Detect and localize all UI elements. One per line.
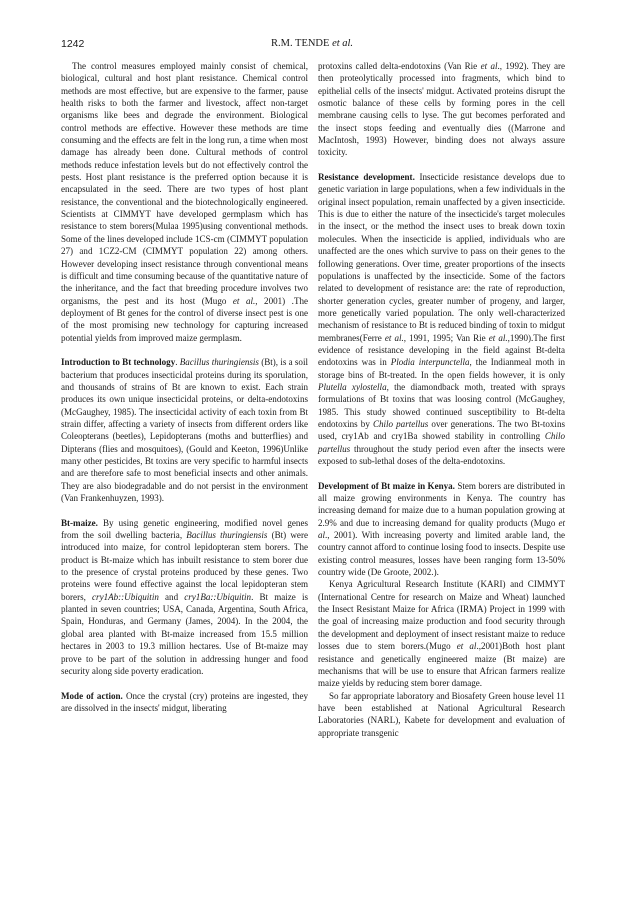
running-head	[271, 38, 353, 49]
text: The control measures employed mainly consist of chemical, biological, cultural and host plant resistance. Chemical control methods are most effective, but are expensive to the farmer, pause health risks to both the farmer and livestock, affect non-target organisms like bees and degrade the environment. Biological control methods are effective. However these methods are time consuming and the effects are felt in the long run, a time when most damage has already been done. Cultural methods of control methods reduce infestation levels but do not effectively control the pests. Host plant resistance is the preferred option because it is encapsulated in the seed. There are two types of host plant resistance, the conventional and the biotechnologically engineered. Scientists at CIMMYT have developed germplasm which has resistance to stem borers(Mulaa 1995)using conventional methods. Some of the lines developed include 1CS-cm (CIMMYT population 27) and 1CZ2-CM (CIMMYT population 22) among others. However developing insect resistance through conventional means is difficult and time consuming because of the quantitative nature of the inheritance, and the fact that breeding procedure involves two organisms, the pest and its host (Mugo	[61, 61, 308, 306]
text: the diamondback moth, treated with sprays formulations of Bt toxins that was loosing control (McGaughey, 1985. This study showed continued susceptibility to Bt-delta endotoxins by	[318, 381, 565, 429]
text: 1991, 1995; Van Rie	[406, 332, 489, 343]
text: 1990).The first evidence of resistance developing in the field against Bt-delta endotoxins was in	[318, 332, 565, 368]
text: , 2001) .The deployment of Bt genes for the control of diverse insect pest is one of the most promising new technology for capturing increased potential yields from improved maize germplasm.	[61, 295, 309, 343]
species-name: Chilo partellus	[318, 431, 565, 454]
paragraph-biosafety	[318, 690, 565, 739]
species-name: Bacillus thuringiensis	[179, 357, 259, 368]
paragraph-resistance-development	[318, 171, 565, 467]
page-number: 1242	[61, 38, 85, 50]
etal: et al.,	[488, 332, 510, 343]
paragraph-bt-technology	[61, 356, 308, 504]
etal: et al	[456, 641, 477, 652]
paragraph-protoxins	[318, 60, 565, 159]
paragraph-bt-maize	[61, 517, 308, 677]
species-name: Bacillus thuringiensis	[186, 530, 268, 541]
right-column	[318, 60, 565, 739]
text: By using genetic engineering, modified novel genes from the soil dwelling bacteria,	[61, 517, 308, 541]
species-name: Plodia interpunctella	[390, 357, 470, 368]
text: Stem borers are distributed in all maize growing environments in Kenya. The country has increasing demand for maize due to a human population growing at 2.9% and due to increasing demand for quality products (Mugo	[318, 480, 566, 528]
paragraph-control-measures	[61, 60, 308, 344]
text: Kenya Agricultural Research Institute (KARI) and CIMMYT (International Centre for research on Maize and Wheat) launched the Insect Resistant Maize for Africa (IRMA) Project in 1999 with the goal of increasing maize production and food security through the development and deployment of insect resistant maize to reduce losses due to stem borers.(Mugo	[318, 579, 565, 652]
text: ., 2001). With increasing poverty and limited arable land, the country cannot afford to continue losing food to insects. Despite use existing control measures, losses have been ranging form 13-50% country wide (De Groote, 2002.).	[318, 530, 565, 578]
text: throughout the study period even after the insects were exposed to sub-lethal doses of the delta-endotoxins.	[318, 443, 565, 466]
section-heading: Introduction to Bt technology	[61, 357, 176, 368]
section-heading: Development of Bt maize in Kenya.	[318, 480, 455, 491]
etal: et al.	[232, 295, 256, 306]
text: .	[175, 357, 180, 368]
running-head-authors: R.M. TENDE	[271, 38, 330, 49]
left-column	[61, 60, 308, 714]
text: So far appropriate laboratory and Biosafety Green house level 11 have been established at National Agricultural Research Laboratories (NARL), Kabete for development and evaluation of appropriate transgenic	[318, 690, 565, 738]
text: and	[158, 591, 185, 602]
species-name: Plutella xylostella,	[318, 381, 389, 392]
text: (Bt), is a soil bacterium that produces insecticidal proteins during its sporulation, and thousands of strains of Bt are known to exist. Each strain produces its own unique insecticidal proteins, or delta-endotoxins (McGaughey, 1985). The insecticidal activity of each toxin from Bt strain differ, affecting a variety of insects from different orders like Coleopterans (beetles), Lepidopterans (moths and butterflies) and Dipterans (flies and mosquitoes), (Gould and Keeton, 1996)Unlike many other pesticides, Bt toxins are very specific to harmful insects and are therefore safe to most beneficial insects and other animals. They are also biodegradable and do not persist in the environment (Van Frankenhuyzen, 1993).	[61, 357, 308, 504]
paragraph-mode-of-action	[61, 690, 308, 715]
paragraph-bt-maize-kenya	[318, 480, 565, 579]
etal: et al.,	[384, 332, 407, 343]
species-name: Chilo partellus	[372, 418, 429, 429]
etal: et al	[480, 61, 498, 71]
section-heading: Mode of action.	[61, 690, 123, 701]
gene-name: cry1Ba::Ubiquitin	[184, 591, 252, 602]
section-heading: Bt-maize.	[61, 517, 98, 528]
text: Once the crystal (cry) proteins are ingested, they are dissolved in the insects' midgut, liberating	[61, 690, 308, 713]
etal: et al	[318, 517, 565, 541]
text: (Bt) were introduced into maize, for control lepidopteran stem borers. The product is Bt-maize which has inbuilt resistance to stem borer due to the presence of crystal proteins produced by these genes. Two proteins were found effective against the local lepidopteran stem borers,	[61, 530, 308, 602]
page-header	[61, 38, 581, 52]
gene-name: cry1Ab::Ubiquitin	[92, 591, 159, 602]
text: ., 1992). They are then proteolytically processed into fragments, which bind to epithelial cells of the insects' midgut. Activated proteins disrupt the osmotic balance of these cells by forming pores in the cell membrane causing cells to lyse. The gut becomes perforated and the insect stops feeding and eventually dies ((Marrone and MacIntosh, 1993) However, binding does not always assure toxicity.	[318, 61, 565, 158]
text: .,2001)Both host plant resistance and genetically engineered maize (Bt maize) are mechanisms that will be use to ensure that African farmers realize maize yields by reducing stem borer damage.	[318, 641, 566, 689]
text: protoxins called delta-endotoxins (Van Rie	[318, 61, 481, 71]
text: . Bt maize is planted in seven countries; USA, Canada, Argentina, South Africa, Spain, Honduras, and Germany (James, 2004). In the 2004, the global area planted with Bt-maize increased from 15.5 million hectares in 2003 to 19.3 million hectares. Use of Bt-maize may prove to be part of the solution in addressing hunger and food security along side poverty eradication.	[61, 591, 308, 676]
running-head-etal: et al.	[332, 38, 354, 49]
text: , the Indianmeal moth in storage bins of Bt-treated. In the open fields however, it is only	[318, 357, 565, 380]
section-heading: Resistance development.	[318, 172, 415, 183]
text: over generations. The two Bt-toxins used, cry1Ab and cry1Ba showed stability in controlling	[318, 418, 565, 442]
text: Insecticide resistance develops due to genetic variation in large populations, when a few individuals in the original insect population, remain unaffected by a given insecticide. This is due to either the nature of the insecticide's target molecules in the insect, or the method the insect uses to break down toxin molecules. When the insecticide is applied, individuals who are unaffected are the ones which survive to pass on their genes to the following generations. Over time, greater proportions of the insects populations is unaffected by the insecticide. Some of the factors related to development of resistance are: the rate of reproduction, shorter generation cycles, greater number of progeny, and larger, more genetically varied population. The only well-characterized mechanism of resistance to Bt is reduced binding of toxin to midgut membranes(Ferre	[318, 172, 565, 343]
paragraph-kari-cimmyt	[318, 578, 565, 689]
